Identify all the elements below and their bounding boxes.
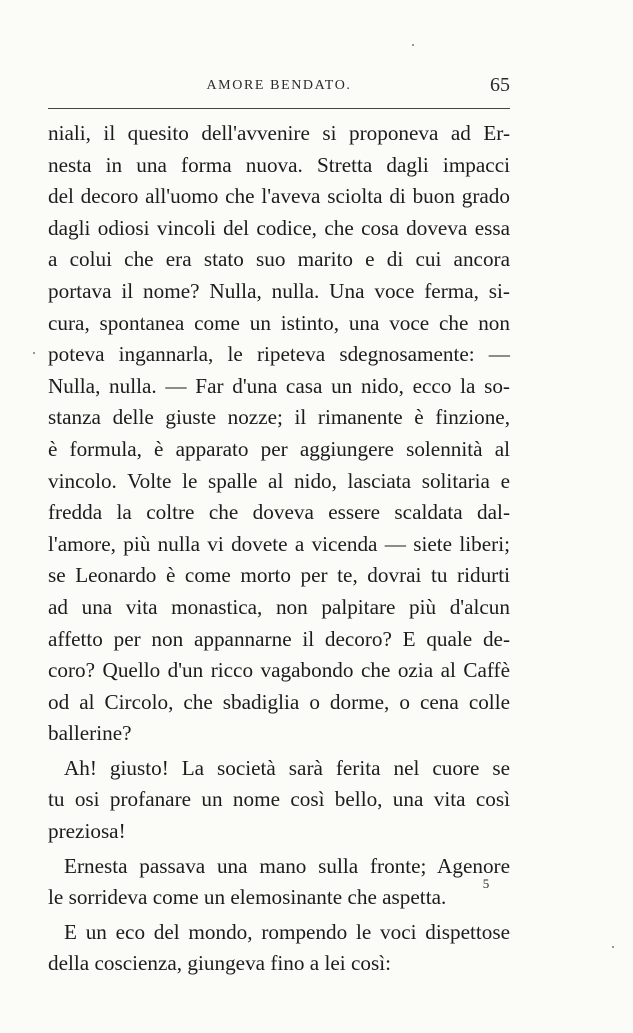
paragraph xyxy=(48,917,510,980)
text-line: stanza delle giuste nozze; il rimanente è finzione, xyxy=(48,405,510,430)
text-line: niali, il quesito dell'avvenire si proponeva ad Er- xyxy=(48,121,510,145)
text-line: coro? Quello d'un ricco vagabondo che ozia al Caffè xyxy=(48,658,510,683)
paragraph xyxy=(48,118,510,750)
text-line: od al Circolo, che sbadiglia o dorme, o cena colle xyxy=(48,689,510,714)
text-line: dagli odiosi vincoli del codice, che cosa doveva essa xyxy=(48,215,510,240)
text-line: preziosa! xyxy=(48,819,126,844)
text-line: vincolo. Volte le spalle al nido, lasciata solitaria e xyxy=(48,468,510,493)
signature-mark: 5 xyxy=(482,876,490,891)
text-line: ballerine? xyxy=(48,721,132,746)
text-line: del decoro all'uomo che l'aveva sciolta di buon grado xyxy=(48,184,510,209)
paragraph xyxy=(48,851,510,914)
text-line: se Leonardo è come morto per te, dovrai tu ridurti xyxy=(48,563,510,588)
text-line: portava il nome? Nulla, nulla. Una voce ferma, si- xyxy=(48,278,510,303)
scan-speck xyxy=(33,352,35,354)
text-line: cura, spontanea come un istinto, una voce che non xyxy=(48,310,510,335)
running-head xyxy=(48,76,510,102)
text-line: le sorrideva come un elemosinante che aspetta. xyxy=(48,885,447,910)
scan-speck xyxy=(612,946,614,948)
text-line: poteva ingannarla, le ripeteva sdegnosamente: — xyxy=(48,342,510,367)
page-number: 65 xyxy=(490,74,510,96)
running-title: AMORE BENDATO. xyxy=(206,78,352,93)
text-line: della coscienza, giungeva fino a lei così: xyxy=(48,951,391,976)
text-line: affetto per non appannarne il decoro? E quale de- xyxy=(48,626,510,651)
text-line: è formula, è apparato per aggiungere solennità al xyxy=(48,436,510,461)
text-line: ad una vita monastica, non palpitare più d'alcun xyxy=(48,594,510,619)
text-line: fredda la coltre che doveva essere scaldata dal- xyxy=(48,500,510,525)
paragraph xyxy=(48,753,510,848)
text-line: E un eco del mondo, rompendo le voci dispettose xyxy=(64,919,510,944)
text-line: a colui che era stato suo marito e di cui ancora xyxy=(48,247,510,272)
header-rule xyxy=(48,108,510,109)
text-line: Ernesta passava una mano sulla fronte; Agenore xyxy=(64,853,510,878)
text-line: l'amore, più nulla vi dovete a vicenda — siete liberi; xyxy=(48,531,510,556)
text-line: Nulla, nulla. — Far d'una casa un nido, ecco la so- xyxy=(48,373,510,398)
scan-speck xyxy=(412,44,414,46)
text-line: Ah! giusto! La società sarà ferita nel cuore se xyxy=(64,755,510,780)
body-text xyxy=(48,118,510,980)
text-line: nesta in una forma nuova. Stretta dagli impacci xyxy=(48,152,510,177)
text-line: tu osi profanare un nome così bello, una vita così xyxy=(48,787,510,812)
